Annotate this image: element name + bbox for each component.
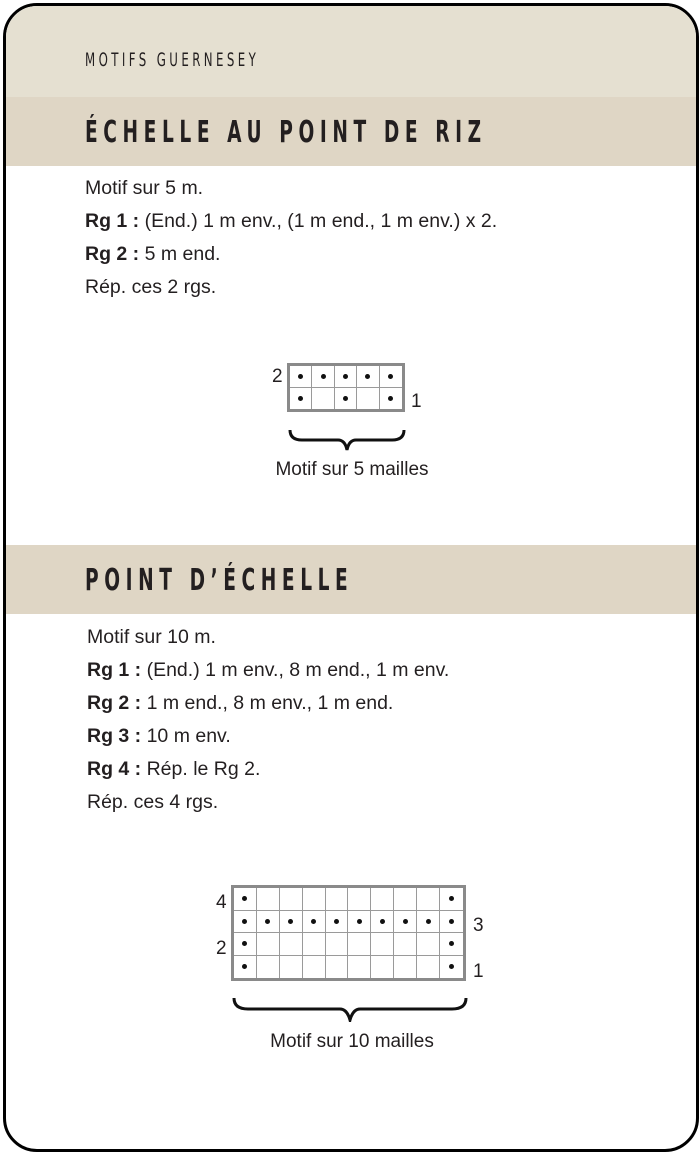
stitch-cell [371, 933, 394, 956]
row-label: Rg 1 : [87, 659, 142, 681]
chart-caption: Motif sur 5 mailles [275, 459, 429, 480]
stitch-cell [257, 888, 280, 911]
purl-dot-icon [311, 919, 316, 924]
stitch-cell [312, 366, 334, 388]
chart-row-2 [290, 366, 402, 388]
row-instruction [85, 238, 497, 271]
purl-dot-icon [334, 919, 339, 924]
outro-line: Rép. ces 4 rgs. [87, 791, 219, 813]
section-title-echelle-riz: ÉCHELLE AU POINT DE RIZ [85, 115, 487, 150]
stitch-cell [326, 911, 349, 934]
purl-dot-icon [426, 919, 431, 924]
chart-row-4 [234, 888, 463, 911]
purl-dot-icon [265, 919, 270, 924]
purl-dot-icon [298, 374, 303, 379]
purl-dot-icon [388, 396, 393, 401]
row-instruction [85, 205, 497, 238]
stitch-cell [357, 366, 379, 388]
stitch-cell [394, 956, 417, 979]
pattern-card [3, 3, 699, 1152]
brace-icon [232, 996, 468, 1022]
row-label: Rg 4 : [87, 758, 142, 780]
row-text: 5 m end. [139, 243, 221, 265]
stitch-cell [371, 956, 394, 979]
stitch-chart-echelle-riz [287, 363, 405, 412]
row-label: Rg 1 : [85, 210, 140, 232]
stitch-cell [234, 888, 257, 911]
stitch-cell [335, 388, 357, 410]
intro-line: Motif sur 5 m. [85, 177, 204, 199]
row-instruction [87, 720, 449, 753]
stitch-cell [348, 911, 371, 934]
stitch-cell [417, 933, 440, 956]
intro-line: Motif sur 10 m. [87, 626, 216, 648]
stitch-cell [290, 388, 312, 410]
chart-row-1 [290, 388, 402, 410]
purl-dot-icon [343, 396, 348, 401]
row-number-label: 3 [473, 915, 484, 936]
purl-dot-icon [298, 396, 303, 401]
row-text: 1 m end., 8 m env., 1 m end. [141, 692, 394, 714]
stitch-cell [312, 388, 334, 410]
stitch-chart-point-echelle [231, 885, 466, 981]
purl-dot-icon [357, 919, 362, 924]
purl-dot-icon [321, 374, 326, 379]
purl-dot-icon [449, 896, 454, 901]
stitch-cell [357, 388, 379, 410]
stitch-cell [290, 366, 312, 388]
chart-row-3 [234, 911, 463, 934]
stitch-cell [417, 888, 440, 911]
chart-caption: Motif sur 10 mailles [270, 1031, 434, 1052]
series-title: MOTIFS GUERNESEY [85, 49, 260, 71]
row-label: Rg 2 : [85, 243, 140, 265]
stitch-cell [326, 933, 349, 956]
stitch-cell [280, 888, 303, 911]
stitch-cell [234, 933, 257, 956]
chart-row-2 [234, 933, 463, 956]
stitch-cell [440, 911, 463, 934]
purl-dot-icon [403, 919, 408, 924]
stitch-cell [303, 911, 326, 934]
row-text: Rép. le Rg 2. [141, 758, 261, 780]
row-number-label: 2 [272, 366, 283, 387]
stitch-cell [257, 933, 280, 956]
row-instruction [87, 687, 449, 720]
instructions-echelle-riz [85, 172, 497, 304]
stitch-cell [380, 388, 402, 410]
stitch-cell [417, 911, 440, 934]
purl-dot-icon [449, 919, 454, 924]
stitch-cell [257, 956, 280, 979]
stitch-cell [348, 888, 371, 911]
outro-line: Rép. ces 2 rgs. [85, 276, 217, 298]
stitch-cell [394, 911, 417, 934]
stitch-cell [394, 933, 417, 956]
purl-dot-icon [388, 374, 393, 379]
purl-dot-icon [242, 941, 247, 946]
purl-dot-icon [242, 964, 247, 969]
row-text: 10 m env. [141, 725, 231, 747]
stitch-cell [280, 933, 303, 956]
stitch-cell [348, 956, 371, 979]
stitch-cell [234, 956, 257, 979]
stitch-cell [371, 911, 394, 934]
stitch-cell [280, 956, 303, 979]
brace-icon [288, 428, 406, 452]
stitch-cell [417, 956, 440, 979]
stitch-cell [234, 911, 257, 934]
stitch-cell [440, 956, 463, 979]
stitch-cell [440, 888, 463, 911]
row-number-label: 1 [411, 391, 422, 412]
instructions-point-echelle [87, 621, 449, 819]
stitch-cell [335, 366, 357, 388]
stitch-cell [303, 888, 326, 911]
stitch-cell [326, 888, 349, 911]
stitch-cell [257, 911, 280, 934]
purl-dot-icon [242, 919, 247, 924]
stitch-cell [371, 888, 394, 911]
stitch-cell [303, 956, 326, 979]
row-label: Rg 3 : [87, 725, 142, 747]
row-number-label: 4 [216, 892, 227, 913]
stitch-cell [280, 911, 303, 934]
row-number-label: 1 [473, 961, 484, 982]
stitch-cell [326, 956, 349, 979]
purl-dot-icon [288, 919, 293, 924]
stitch-cell [348, 933, 371, 956]
stitch-cell [303, 933, 326, 956]
stitch-cell [394, 888, 417, 911]
purl-dot-icon [449, 941, 454, 946]
row-instruction [87, 654, 449, 687]
stitch-cell [380, 366, 402, 388]
stitch-cell [440, 933, 463, 956]
purl-dot-icon [343, 374, 348, 379]
purl-dot-icon [380, 919, 385, 924]
section-title-point-echelle: POINT D’ÉCHELLE [85, 563, 354, 598]
row-text: (End.) 1 m env., 8 m end., 1 m env. [141, 659, 450, 681]
row-label: Rg 2 : [87, 692, 142, 714]
row-number-label: 2 [216, 938, 227, 959]
chart-row-1 [234, 956, 463, 979]
purl-dot-icon [242, 896, 247, 901]
purl-dot-icon [365, 374, 370, 379]
row-instruction [87, 753, 449, 786]
row-text: (End.) 1 m env., (1 m end., 1 m env.) x 2. [139, 210, 498, 232]
purl-dot-icon [449, 964, 454, 969]
